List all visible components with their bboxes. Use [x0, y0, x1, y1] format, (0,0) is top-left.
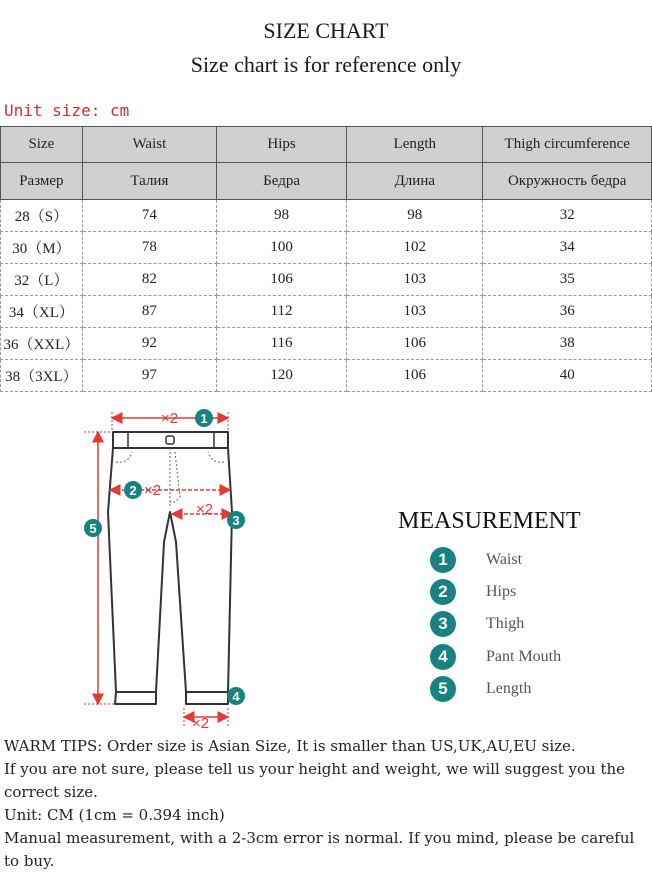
cell-waist: 74 — [82, 200, 216, 232]
tip-line: If you are not sure, please tell us your height and weight, we will suggest you the correct size. — [4, 760, 626, 801]
cell-length: 103 — [347, 296, 483, 328]
waist-multiplier: ×2 — [161, 410, 179, 427]
cell-length: 106 — [347, 360, 483, 392]
cell-size: 36（XXL） — [1, 328, 83, 360]
svg-text:1: 1 — [200, 411, 208, 426]
warm-tips — [4, 735, 650, 873]
header-hips: Hips — [216, 127, 346, 163]
cell-thigh: 36 — [483, 296, 652, 328]
cell-thigh: 35 — [483, 264, 652, 296]
cell-hips: 100 — [216, 232, 346, 264]
table-row — [1, 232, 652, 264]
tip-line: WARM TIPS: Order size is Asian Size, It is smaller than US,UK,AU,EU size. — [4, 737, 576, 755]
number-4-icon: 4 — [430, 644, 456, 670]
cell-size: 28（S） — [1, 200, 83, 232]
measurement-item-hips — [430, 579, 516, 605]
page-subtitle: Size chart is for reference only — [190, 52, 462, 77]
thigh-multiplier: ×2 — [196, 501, 214, 518]
cell-thigh: 34 — [483, 232, 652, 264]
tip-line: Manual measurement, with a 2-3cm error is normal. If you mind, please be careful to buy. — [4, 829, 635, 870]
cell-waist: 92 — [82, 328, 216, 360]
cell-waist: 87 — [82, 296, 216, 328]
table-row — [1, 264, 652, 296]
cell-size: 32（L） — [1, 264, 83, 296]
cell-length: 102 — [347, 232, 483, 264]
cell-thigh: 32 — [483, 200, 652, 232]
measurement-item-thigh — [430, 611, 524, 637]
size-table — [0, 126, 652, 392]
cell-size: 34（XL） — [1, 296, 83, 328]
cell-thigh: 40 — [483, 360, 652, 392]
svg-text:5: 5 — [89, 521, 97, 536]
measurement-label: Thigh — [486, 615, 525, 632]
number-1-icon: 1 — [430, 547, 456, 573]
measurement-label: Hips — [486, 583, 517, 600]
cell-waist: 78 — [82, 232, 216, 264]
cell-hips: 106 — [216, 264, 346, 296]
header-waist-ru: Талия — [82, 163, 216, 200]
number-5-icon: 5 — [430, 676, 456, 702]
table-row — [1, 328, 652, 360]
table-row — [1, 360, 652, 392]
header-thigh: Thigh circumference — [483, 127, 652, 163]
measurement-label: Length — [486, 680, 532, 697]
cell-hips: 116 — [216, 328, 346, 360]
cell-waist: 97 — [82, 360, 216, 392]
number-3-icon: 3 — [430, 611, 456, 637]
header-size: Size — [1, 127, 83, 163]
cell-hips: 120 — [216, 360, 346, 392]
table-row — [1, 200, 652, 232]
cell-waist: 82 — [82, 264, 216, 296]
cell-length: 103 — [347, 264, 483, 296]
svg-text:2: 2 — [129, 483, 137, 498]
measurement-item-pant-mouth — [430, 644, 561, 670]
header-hips-ru: Бедра — [216, 163, 346, 200]
unit-label: Unit size: cm — [4, 101, 130, 120]
table-row — [1, 296, 652, 328]
measurement-title: MEASUREMENT — [398, 508, 581, 534]
cell-hips: 112 — [216, 296, 346, 328]
jeans-diagram — [78, 402, 258, 732]
button-icon — [166, 436, 174, 444]
cell-size: 30（M） — [1, 232, 83, 264]
svg-text:4: 4 — [232, 689, 240, 704]
header-thigh-ru: Окружность бедра — [483, 163, 652, 200]
cell-length: 98 — [347, 200, 483, 232]
tip-line: Unit: CM (1cm = 0.394 inch) — [4, 806, 225, 824]
cell-hips: 98 — [216, 200, 346, 232]
header-length-ru: Длина — [347, 163, 483, 200]
header-size-ru: Размер — [1, 163, 83, 200]
table-header-row-ru — [1, 163, 652, 200]
svg-text:3: 3 — [232, 513, 240, 528]
number-2-icon: 2 — [430, 579, 456, 605]
measurement-item-waist — [430, 547, 522, 573]
measurement-item-length — [430, 676, 531, 702]
hips-multiplier: ×2 — [144, 482, 162, 499]
cell-length: 106 — [347, 328, 483, 360]
cell-size: 38（3XL） — [1, 360, 83, 392]
measurement-label: Waist — [486, 551, 523, 568]
cell-thigh: 38 — [483, 328, 652, 360]
header-waist: Waist — [82, 127, 216, 163]
measurement-label: Pant Mouth — [486, 648, 562, 665]
page-title: SIZE CHART — [263, 18, 389, 43]
header-length: Length — [347, 127, 483, 163]
mouth-multiplier: ×2 — [192, 715, 210, 732]
table-header-row — [1, 127, 652, 163]
